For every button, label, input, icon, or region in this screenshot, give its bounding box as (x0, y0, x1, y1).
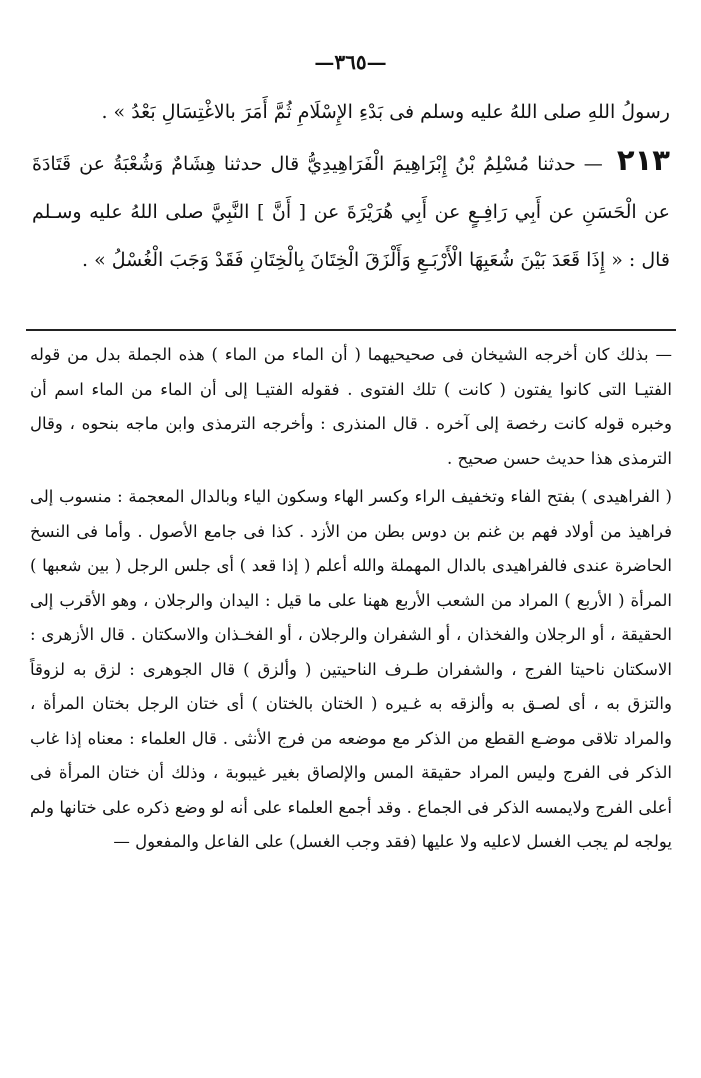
note-paragraph: ( الفراهيدى ) بفتح الفاء وتخفيف الراء وكسر الهاء وسكون الياء وبالدال المعجمة : منسوب إلى فراهيذ من أولاد فهم بن غنم بن دوس بطن من الأزد . كذا فى جامع الأصول . وأما فى النسخ الحاضرة عندى فالفراهيدى بالدال المهملة والله أعلم ( إذا قعد ) أى جلس الرجل ( بين شعبها ) المرأة ( الأربع ) المراد من الشعب الأربع ههنا على ما قيل : اليدان والرجلان ، وهو الأقرب إلى الحقيقة ، أو الرجلان والفخذان ، أو الشفران والرجلان ، أو الفخـذان والاسكتان . قال الأزهرى : الاسكتان ناحيتا الفرج ، والشفران طـرف الناحيتين ( وألزق ) قال الجوهرى : لزق به لزوقاً والتزق به ، أى لصـق به وألزقه به غـيره ( الختان بالختان ) أى ختان الرجل بختان المرأة ، والمراد تلاقى موضـع القطع من الذكر مع موضعه من فرج الأنثى . قال العلماء : معناه إذا غاب الذكر فى الفرج وليس المراد حقيقة المس والإلصاق بغير غيبوبة ، وذلك أن ختان المرأة فى أعلى الفرج ولايمسه الذكر فى الجماع . وقد أجمع العلماء على أنه لو وضع ذكره على ختانها ولم يولجه لم يجب الغسل لاعليه ولا عليها (فقد وجب الغسل) على الفاعل والمفعول — (30, 487, 672, 851)
page-number: —٣٦٥— (314, 50, 387, 74)
note-paragraph: — بذلك كان أخرجه الشيخان فى صحيحيهما ( أن الماء من الماء ) هذه الجملة بدل من قوله الفتيـا التى كانوا يفتون ( كانت ) تلك الفتوى . فقوله الفتيـا إلى أن الماء من الماء اسم أن وخبره قوله كانت رخصة إلى آخره . قال المنذرى : وأخرجه الترمذى وابن ماجه بنحوه ، وقال الترمذى هذا حديث حسن صحيح . (30, 345, 672, 468)
previous-hadith-ending: رسولُ اللهِ صلى اللهُ عليه وسلم فى بَدْءِ الإِسْلَامِ ثُمَّ أَمَرَ بالاغْتِسَالِ بَعْدُ » . (101, 101, 670, 123)
footnote-divider (26, 329, 676, 331)
main-text (32, 88, 670, 284)
commentary-notes (30, 338, 672, 860)
hadith-paragraph (32, 136, 670, 284)
hadith-text: — حدثنا مُسْلِمُ بْنُ إِبْرَاهِيمَ الْفَرَاهِيدِيُّ قال حدثنا هِشَامٌ وَشُعْبَةُ عن قَتَادَةَ عن الْحَسَنِ عن أَبِي رَافِـعٍ عن أَبِي هُرَيْرَةَ عن [ أَنَّ ] النَّبِيَّ صلى اللهُ عليه وسـلم قال : « إِذَا قَعَدَ بَيْنَ شُعَبِهَا الْأَرْبَـعِ وَأَلْزَقَ الْخِتَانَ بِالْخِتَانِ فَقَدْ وَجَبَ الْغُسْلُ » . (32, 153, 670, 271)
hadith-number: ٢١٣ (616, 143, 670, 177)
